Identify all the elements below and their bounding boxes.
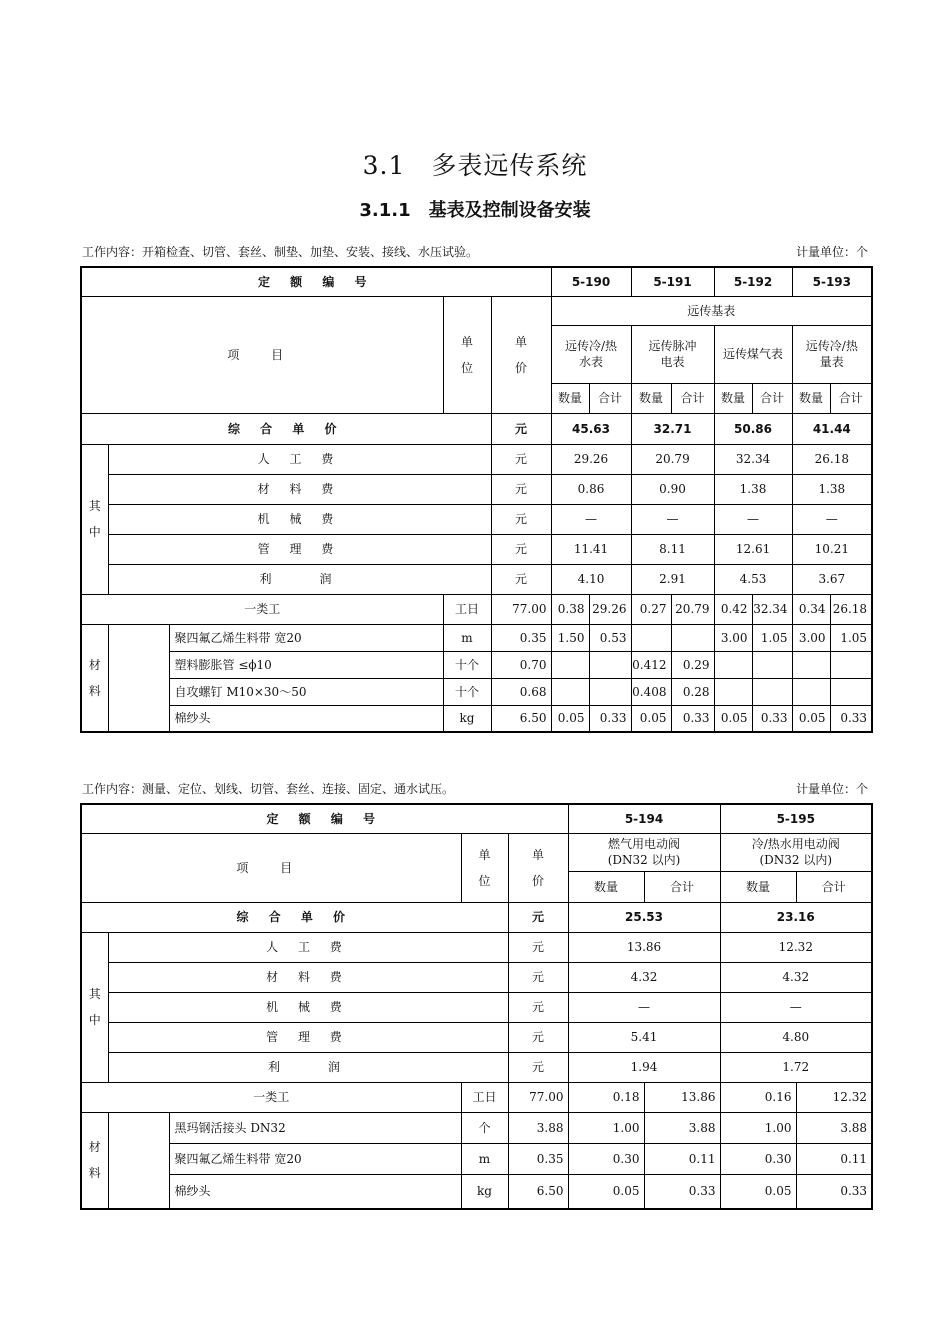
material-value: 0.05 [568,1174,644,1209]
materials-label-bottom: 料 [88,1166,101,1181]
cost-value: 1.38 [792,474,872,504]
item-name [631,325,714,383]
item-name: 远传煤气表 [714,325,792,383]
qty-header: 数量 [714,383,752,413]
cost-value: 5.41 [568,1022,720,1052]
material-value [792,651,830,678]
material-value: 0.33 [671,705,714,732]
sum-header: 合计 [796,871,872,902]
material-name: 塑料膨胀管 ≤ϕ10 [169,651,443,678]
sum-header: 合计 [671,383,714,413]
material-value: 0.29 [671,651,714,678]
unit-note-2: 计量单位：个 [795,782,868,796]
sum-header: 合计 [644,871,720,902]
labor-value: 26.18 [830,594,872,624]
item-name-line: 燃气用电动阀 [608,837,681,851]
material-unit: m [461,1143,508,1174]
qty-header: 数量 [568,871,644,902]
materials-label-top: 材 [88,657,101,672]
qty-header: 数量 [792,383,830,413]
total-unit: 元 [508,902,568,932]
material-price: 3.88 [508,1112,568,1143]
of-which-top: 其 [88,499,101,513]
material-unit: 十个 [443,678,491,705]
of-which-label [81,444,108,594]
material-value: 1.05 [830,624,872,651]
material-name: 聚四氟乙烯生料带 宽20 [169,1143,461,1174]
materials-blank [108,1112,169,1209]
material-value: 0.11 [796,1143,872,1174]
cost-unit: 元 [491,444,551,474]
material-value: 0.30 [720,1143,796,1174]
cost-label: 人 工 费 [108,444,491,474]
item-name [720,833,872,871]
cost-row [81,932,872,962]
cost-row [81,962,872,992]
material-value: 0.30 [568,1143,644,1174]
total-label: 综 合 单 价 [81,902,508,932]
labor-value: 20.79 [671,594,714,624]
cost-row [81,504,872,534]
cost-unit: 元 [491,534,551,564]
materials-blank [108,624,169,732]
material-value [714,678,752,705]
cost-value: 4.53 [714,564,792,594]
quota-code: 5-190 [551,267,631,296]
material-price: 6.50 [508,1174,568,1209]
quota-code: 5-194 [568,804,720,833]
price-header-top: 单 [514,334,527,349]
item-name-line: 冷/热水用电动阀 [751,837,840,851]
cost-value: 29.26 [551,444,631,474]
item-name [792,325,872,383]
item-name [568,833,720,871]
cost-unit: 元 [508,932,568,962]
material-unit: 十个 [443,651,491,678]
item-name-line: 远传冷/热 [805,339,858,353]
cost-label: 材 料 费 [108,474,491,504]
material-value [792,678,830,705]
cost-value: 20.79 [631,444,714,474]
material-value [589,651,631,678]
group-header: 远传基表 [551,296,872,325]
total-value: 23.16 [720,902,872,932]
material-value: 0.05 [714,705,752,732]
cost-value: 3.67 [792,564,872,594]
material-value: 1.00 [568,1112,644,1143]
item-header: 项 目 [81,296,443,413]
materials-label [81,1112,108,1209]
unit-header-bottom: 位 [460,360,473,375]
qty-header: 数量 [551,383,589,413]
cost-label: 管 理 费 [108,1022,508,1052]
quota-code: 5-195 [720,804,872,833]
material-value: 1.00 [720,1112,796,1143]
item-name-line: 远传脉冲 [648,339,697,353]
cost-row [81,564,872,594]
cost-label: 利 润 [108,564,491,594]
unit-header-top: 单 [478,847,491,862]
cost-unit: 元 [508,1052,568,1082]
cost-unit: 元 [508,1022,568,1052]
material-row [81,705,872,732]
cost-value: 13.86 [568,932,720,962]
cost-value: — [792,504,872,534]
unit-header [461,833,508,902]
labor-unit: 工日 [461,1082,508,1112]
item-name-line: 电表 [660,355,685,369]
work-content-1: 工作内容：开箱检查、切管、套丝、制垫、加垫、安装、接线、水压试验。 [82,245,479,259]
work-content-2: 工作内容：测量、定位、划线、切管、套丝、连接、固定、通水试压。 [82,782,455,796]
cost-value: — [568,992,720,1022]
material-value: 3.00 [714,624,752,651]
quota-table-1 [80,266,873,733]
material-unit: 个 [461,1112,508,1143]
cost-label: 利 润 [108,1052,508,1082]
material-value: 0.05 [720,1174,796,1209]
material-value: 0.11 [644,1143,720,1174]
quota-code: 5-193 [792,267,872,296]
section-title: 3.1.1 基表及控制设备安装 [359,200,591,221]
cost-value: 12.61 [714,534,792,564]
materials-label-bottom: 料 [88,683,101,698]
price-header-bottom: 价 [531,873,544,888]
labor-row [81,1082,872,1112]
price-header-bottom: 价 [514,360,527,375]
material-value: 0.408 [631,678,671,705]
qty-header: 数量 [631,383,671,413]
item-name-line: 量表 [819,355,844,369]
material-value: 3.88 [644,1112,720,1143]
material-value: 3.88 [796,1112,872,1143]
material-price: 6.50 [491,705,551,732]
cost-value: — [631,504,714,534]
labor-value: 0.38 [551,594,589,624]
of-which-top: 其 [88,987,101,1001]
cost-unit: 元 [491,474,551,504]
labor-value: 0.42 [714,594,752,624]
labor-value: 0.27 [631,594,671,624]
material-value: 0.33 [796,1174,872,1209]
material-name: 棉纱头 [169,705,443,732]
labor-value: 0.34 [792,594,830,624]
cost-unit: 元 [508,992,568,1022]
unit-note-1: 计量单位：个 [795,245,868,259]
cost-unit: 元 [508,962,568,992]
cost-value: 4.32 [720,962,872,992]
labor-value: 29.26 [589,594,631,624]
material-name: 聚四氟乙烯生料带 宽20 [169,624,443,651]
cost-value: 1.94 [568,1052,720,1082]
material-name: 黑玛钢活接头 DN32 [169,1112,461,1143]
total-row [81,902,872,932]
of-which-label [81,932,108,1082]
material-value: 0.33 [644,1174,720,1209]
material-row [81,1174,872,1209]
cost-value: 12.32 [720,932,872,962]
cost-value: 4.10 [551,564,631,594]
material-value [714,651,752,678]
quota-number-row [81,804,872,833]
material-value [752,651,792,678]
material-name: 自攻螺钉 M10×30～50 [169,678,443,705]
material-row [81,1143,872,1174]
cost-value: 4.80 [720,1022,872,1052]
material-value [551,678,589,705]
sum-header: 合计 [589,383,631,413]
material-row [81,678,872,705]
material-value [589,678,631,705]
price-header [508,833,568,902]
cost-row [81,1022,872,1052]
material-unit: kg [443,705,491,732]
cost-value: 32.34 [714,444,792,474]
cost-row [81,1052,872,1082]
material-value [631,624,671,651]
sum-header: 合计 [752,383,792,413]
materials-label [81,624,108,732]
material-row [81,1112,872,1143]
material-value [830,678,872,705]
cost-label: 机 械 费 [108,992,508,1022]
cost-unit: 元 [491,504,551,534]
material-value: 0.53 [589,624,631,651]
labor-value: 12.32 [796,1082,872,1112]
material-name: 棉纱头 [169,1174,461,1209]
cost-row [81,992,872,1022]
total-row [81,413,872,444]
cost-value: 4.32 [568,962,720,992]
labor-value: 0.18 [568,1082,644,1112]
material-value [752,678,792,705]
item-name-line: 水表 [579,355,604,369]
cost-unit: 元 [491,564,551,594]
material-price: 0.70 [491,651,551,678]
total-value: 25.53 [568,902,720,932]
unit-header-bottom: 位 [478,873,491,888]
material-value [671,624,714,651]
material-price: 0.35 [508,1143,568,1174]
cost-value: — [714,504,792,534]
labor-row [81,594,872,624]
cost-value: 0.86 [551,474,631,504]
of-which-bottom: 中 [88,1013,101,1027]
page-title: 3.1 多表远传系统 [362,151,588,180]
material-price: 0.68 [491,678,551,705]
materials-label-top: 材 [88,1140,101,1155]
labor-label: 一类工 [81,1082,461,1112]
labor-price: 77.00 [508,1082,568,1112]
cost-value: 1.38 [714,474,792,504]
quota-code: 5-191 [631,267,714,296]
quota-number-label: 定 额 编 号 [81,804,568,833]
cost-value: 10.21 [792,534,872,564]
material-value [830,651,872,678]
labor-label: 一类工 [81,594,443,624]
cost-value: — [551,504,631,534]
cost-label: 材 料 费 [108,962,508,992]
material-value: 3.00 [792,624,830,651]
item-name-line: 远传冷/热 [564,339,618,353]
material-value [551,651,589,678]
unit-header [443,296,491,413]
labor-value: 13.86 [644,1082,720,1112]
cost-row [81,444,872,474]
cost-value: 26.18 [792,444,872,474]
material-row [81,624,872,651]
material-unit: kg [461,1174,508,1209]
total-value: 45.63 [551,413,631,444]
price-header [491,296,551,413]
material-value: 0.412 [631,651,671,678]
material-value: 1.50 [551,624,589,651]
quota-number-row [81,267,872,296]
cost-row [81,474,872,504]
quota-number-label: 定 额 编 号 [81,267,551,296]
material-row [81,651,872,678]
cost-value: 1.72 [720,1052,872,1082]
price-header-top: 单 [531,847,544,862]
item-name-line: (DN32 以内) [607,853,681,867]
cost-value: 8.11 [631,534,714,564]
cost-label: 管 理 费 [108,534,491,564]
cost-value: 2.91 [631,564,714,594]
cost-label: 人 工 费 [108,932,508,962]
material-value: 0.28 [671,678,714,705]
unit-header-top: 单 [460,334,473,349]
total-value: 32.71 [631,413,714,444]
material-value: 0.05 [551,705,589,732]
item-name [551,325,631,383]
cost-row [81,534,872,564]
cost-value: — [720,992,872,1022]
material-value: 0.33 [589,705,631,732]
sum-header: 合计 [830,383,872,413]
material-value: 0.05 [631,705,671,732]
item-name-line: (DN32 以内) [759,853,833,867]
material-price: 0.35 [491,624,551,651]
labor-unit: 工日 [443,594,491,624]
of-which-bottom: 中 [88,525,101,539]
material-value: 1.05 [752,624,792,651]
total-value: 41.44 [792,413,872,444]
material-unit: m [443,624,491,651]
quota-code: 5-192 [714,267,792,296]
labor-value: 0.16 [720,1082,796,1112]
material-value: 0.05 [792,705,830,732]
material-value: 0.33 [830,705,872,732]
total-value: 50.86 [714,413,792,444]
cost-value: 0.90 [631,474,714,504]
qty-header: 数量 [720,871,796,902]
material-value: 0.33 [752,705,792,732]
total-unit: 元 [491,413,551,444]
quota-table-2 [80,803,873,1210]
cost-value: 11.41 [551,534,631,564]
total-label: 综 合 单 价 [81,413,491,444]
labor-value: 32.34 [752,594,792,624]
cost-label: 机 械 费 [108,504,491,534]
item-header: 项 目 [81,833,461,902]
labor-price: 77.00 [491,594,551,624]
